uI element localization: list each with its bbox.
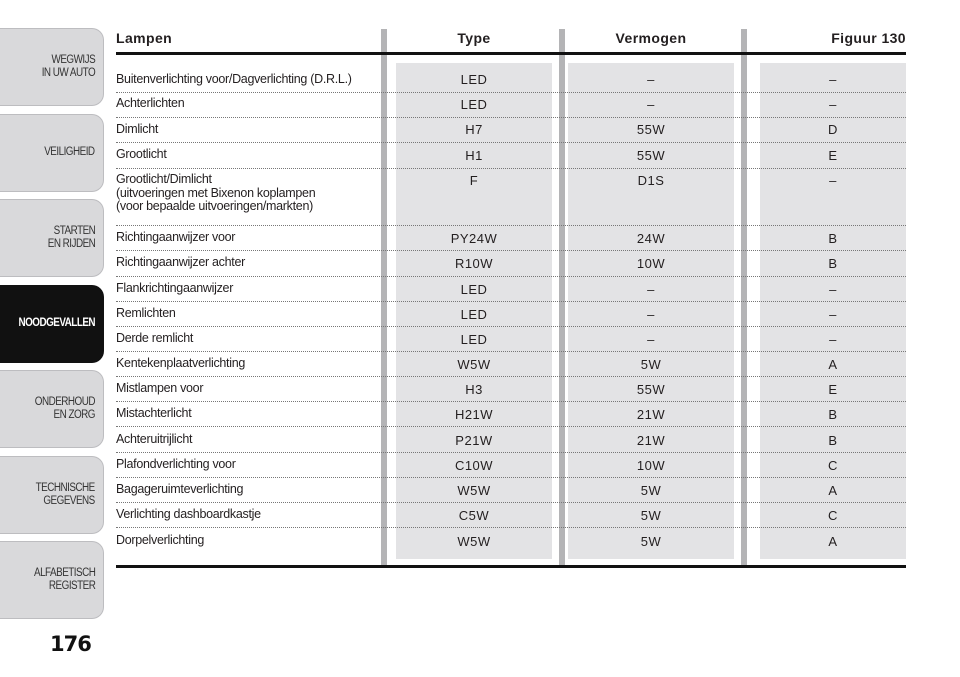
figure-ref: B [828, 407, 838, 422]
lamp-type: P21W [455, 433, 493, 448]
lamp-name: Flankrichtingaanwijzer [116, 281, 234, 295]
tab-alfabetisch-register[interactable] [0, 541, 104, 619]
lamp-type: PY24W [450, 231, 498, 246]
lamp-power: 21W [636, 407, 666, 422]
chapter-tabs [0, 28, 104, 627]
lamp-type: H7 [465, 122, 483, 137]
figure-ref: – [829, 72, 837, 87]
lamp-power: 10W [636, 256, 666, 271]
tab-technische-gegevens[interactable] [0, 456, 104, 534]
row-divider [116, 527, 906, 528]
figure-ref: C [828, 458, 838, 473]
lamp-power: – [647, 307, 655, 322]
lamp-type: W5W [457, 357, 491, 372]
lamp-name: Kentekenplaatverlichting [116, 356, 246, 370]
row-divider [116, 477, 906, 478]
figure-ref: B [828, 256, 838, 271]
lamp-name: Richtingaanwijzer voor [116, 230, 236, 244]
lamp-name: Remlichten [116, 306, 176, 320]
lamp-power: 55W [636, 122, 666, 137]
lamp-type: W5W [457, 534, 491, 549]
row-divider [116, 168, 906, 169]
figure-ref: C [828, 508, 838, 523]
figure-ref: – [829, 173, 837, 188]
figure-ref: B [828, 231, 838, 246]
tab-label: ALFABETISCH REGISTER [33, 567, 95, 592]
tab-label: TECHNISCHE GEGEVENS [35, 481, 95, 507]
header-figure: Figuur 130 [831, 30, 906, 46]
figure-ref: – [829, 307, 837, 322]
lamp-power: 55W [636, 382, 666, 397]
lamp-power: 21W [636, 433, 666, 448]
lamp-type: LED [460, 282, 488, 297]
tab-label: ONDERHOUD EN ZORG [34, 396, 95, 421]
lamp-power: – [647, 332, 655, 347]
row-divider [116, 401, 906, 402]
lamp-name: Richtingaanwijzer achter [116, 255, 245, 269]
lamp-name: Grootlicht [116, 147, 167, 161]
lamp-name: Dimlicht [116, 122, 159, 136]
column-separator [741, 29, 747, 565]
row-divider [116, 326, 906, 327]
lamp-name: Derde remlicht [116, 331, 194, 345]
lamp-type: H3 [465, 382, 483, 397]
figure-ref: A [828, 483, 838, 498]
lamp-name: Dorpelverlichting [116, 533, 204, 547]
lamp-type: H1 [465, 148, 483, 163]
row-divider [116, 142, 906, 143]
lamp-type: F [469, 173, 479, 188]
lamp-name: Mistlampen voor [116, 381, 204, 395]
page-number: 176 [50, 632, 91, 656]
header-lamp: Lampen [116, 30, 173, 46]
lamp-type: W5W [457, 483, 491, 498]
header-power: Vermogen [615, 30, 687, 46]
figure-ref: D [828, 122, 838, 137]
figure-ref: A [828, 534, 838, 549]
figure-ref: E [828, 382, 838, 397]
figure-ref: E [828, 148, 838, 163]
lamp-power: – [647, 97, 655, 112]
lamp-name: Mistachterlicht [116, 406, 192, 420]
lamp-power: 55W [636, 148, 666, 163]
row-divider [116, 426, 906, 427]
row-divider [116, 225, 906, 226]
lamp-power: – [647, 72, 655, 87]
tab-noodgevallen[interactable] [0, 285, 104, 363]
tab-starten[interactable] [0, 199, 104, 277]
column-separator [381, 29, 387, 565]
lamp-type: LED [460, 72, 488, 87]
lamp-type: LED [460, 332, 488, 347]
tab-label: STARTEN EN RIJDEN [47, 225, 95, 250]
lamp-power: 5W [640, 534, 662, 549]
lamp-power: – [647, 282, 655, 297]
lamp-power: D1S [637, 173, 665, 188]
lamp-name: Grootlicht/Dimlicht (uitvoeringen met Bixenon koplampen (voor bepaalde uitvoeringen/markten) [116, 172, 316, 213]
figure-ref: – [829, 332, 837, 347]
figure-ref: – [829, 282, 837, 297]
row-divider [116, 276, 906, 277]
lamp-type: LED [460, 97, 488, 112]
column-separator [559, 29, 565, 565]
tab-label: NOODGEVALLEN [18, 317, 95, 329]
row-divider [116, 351, 906, 352]
lamp-type: R10W [454, 256, 494, 271]
lamp-type: C5W [458, 508, 490, 523]
lamp-name: Bagageruimteverlichting [116, 482, 244, 496]
lamp-name: Buitenverlichting voor/Dagverlichting (D.R.L.) [116, 72, 352, 86]
tab-label: VEILIGHEID [44, 146, 95, 158]
header-rule [116, 52, 906, 55]
row-divider [116, 502, 906, 503]
header-type: Type [457, 30, 491, 46]
row-divider [116, 117, 906, 118]
row-divider [116, 376, 906, 377]
lamp-power: 5W [640, 483, 662, 498]
figure-ref: – [829, 97, 837, 112]
lamp-type: H21W [454, 407, 494, 422]
lamp-power: 24W [636, 231, 666, 246]
row-divider [116, 250, 906, 251]
row-divider [116, 301, 906, 302]
lamp-power: 5W [640, 508, 662, 523]
row-divider [116, 92, 906, 93]
lamp-name: Achteruitrijlicht [116, 432, 193, 446]
lamp-power: 5W [640, 357, 662, 372]
lamp-type: LED [460, 307, 488, 322]
tab-label: WEGWIJS IN UW AUTO [41, 54, 95, 79]
figure-ref: B [828, 433, 838, 448]
tab-veiligheid[interactable] [0, 114, 104, 192]
tab-onderhoud[interactable] [0, 370, 104, 448]
row-divider [116, 452, 906, 453]
lamp-power: 10W [636, 458, 666, 473]
lamp-name: Achterlichten [116, 96, 185, 110]
bottom-rule [116, 565, 906, 568]
tab-wegwijs[interactable] [0, 28, 104, 106]
lamp-name: Plafondverlichting voor [116, 457, 236, 471]
lamp-name: Verlichting dashboardkastje [116, 507, 261, 521]
lamp-type: C10W [454, 458, 494, 473]
figure-ref: A [828, 357, 838, 372]
